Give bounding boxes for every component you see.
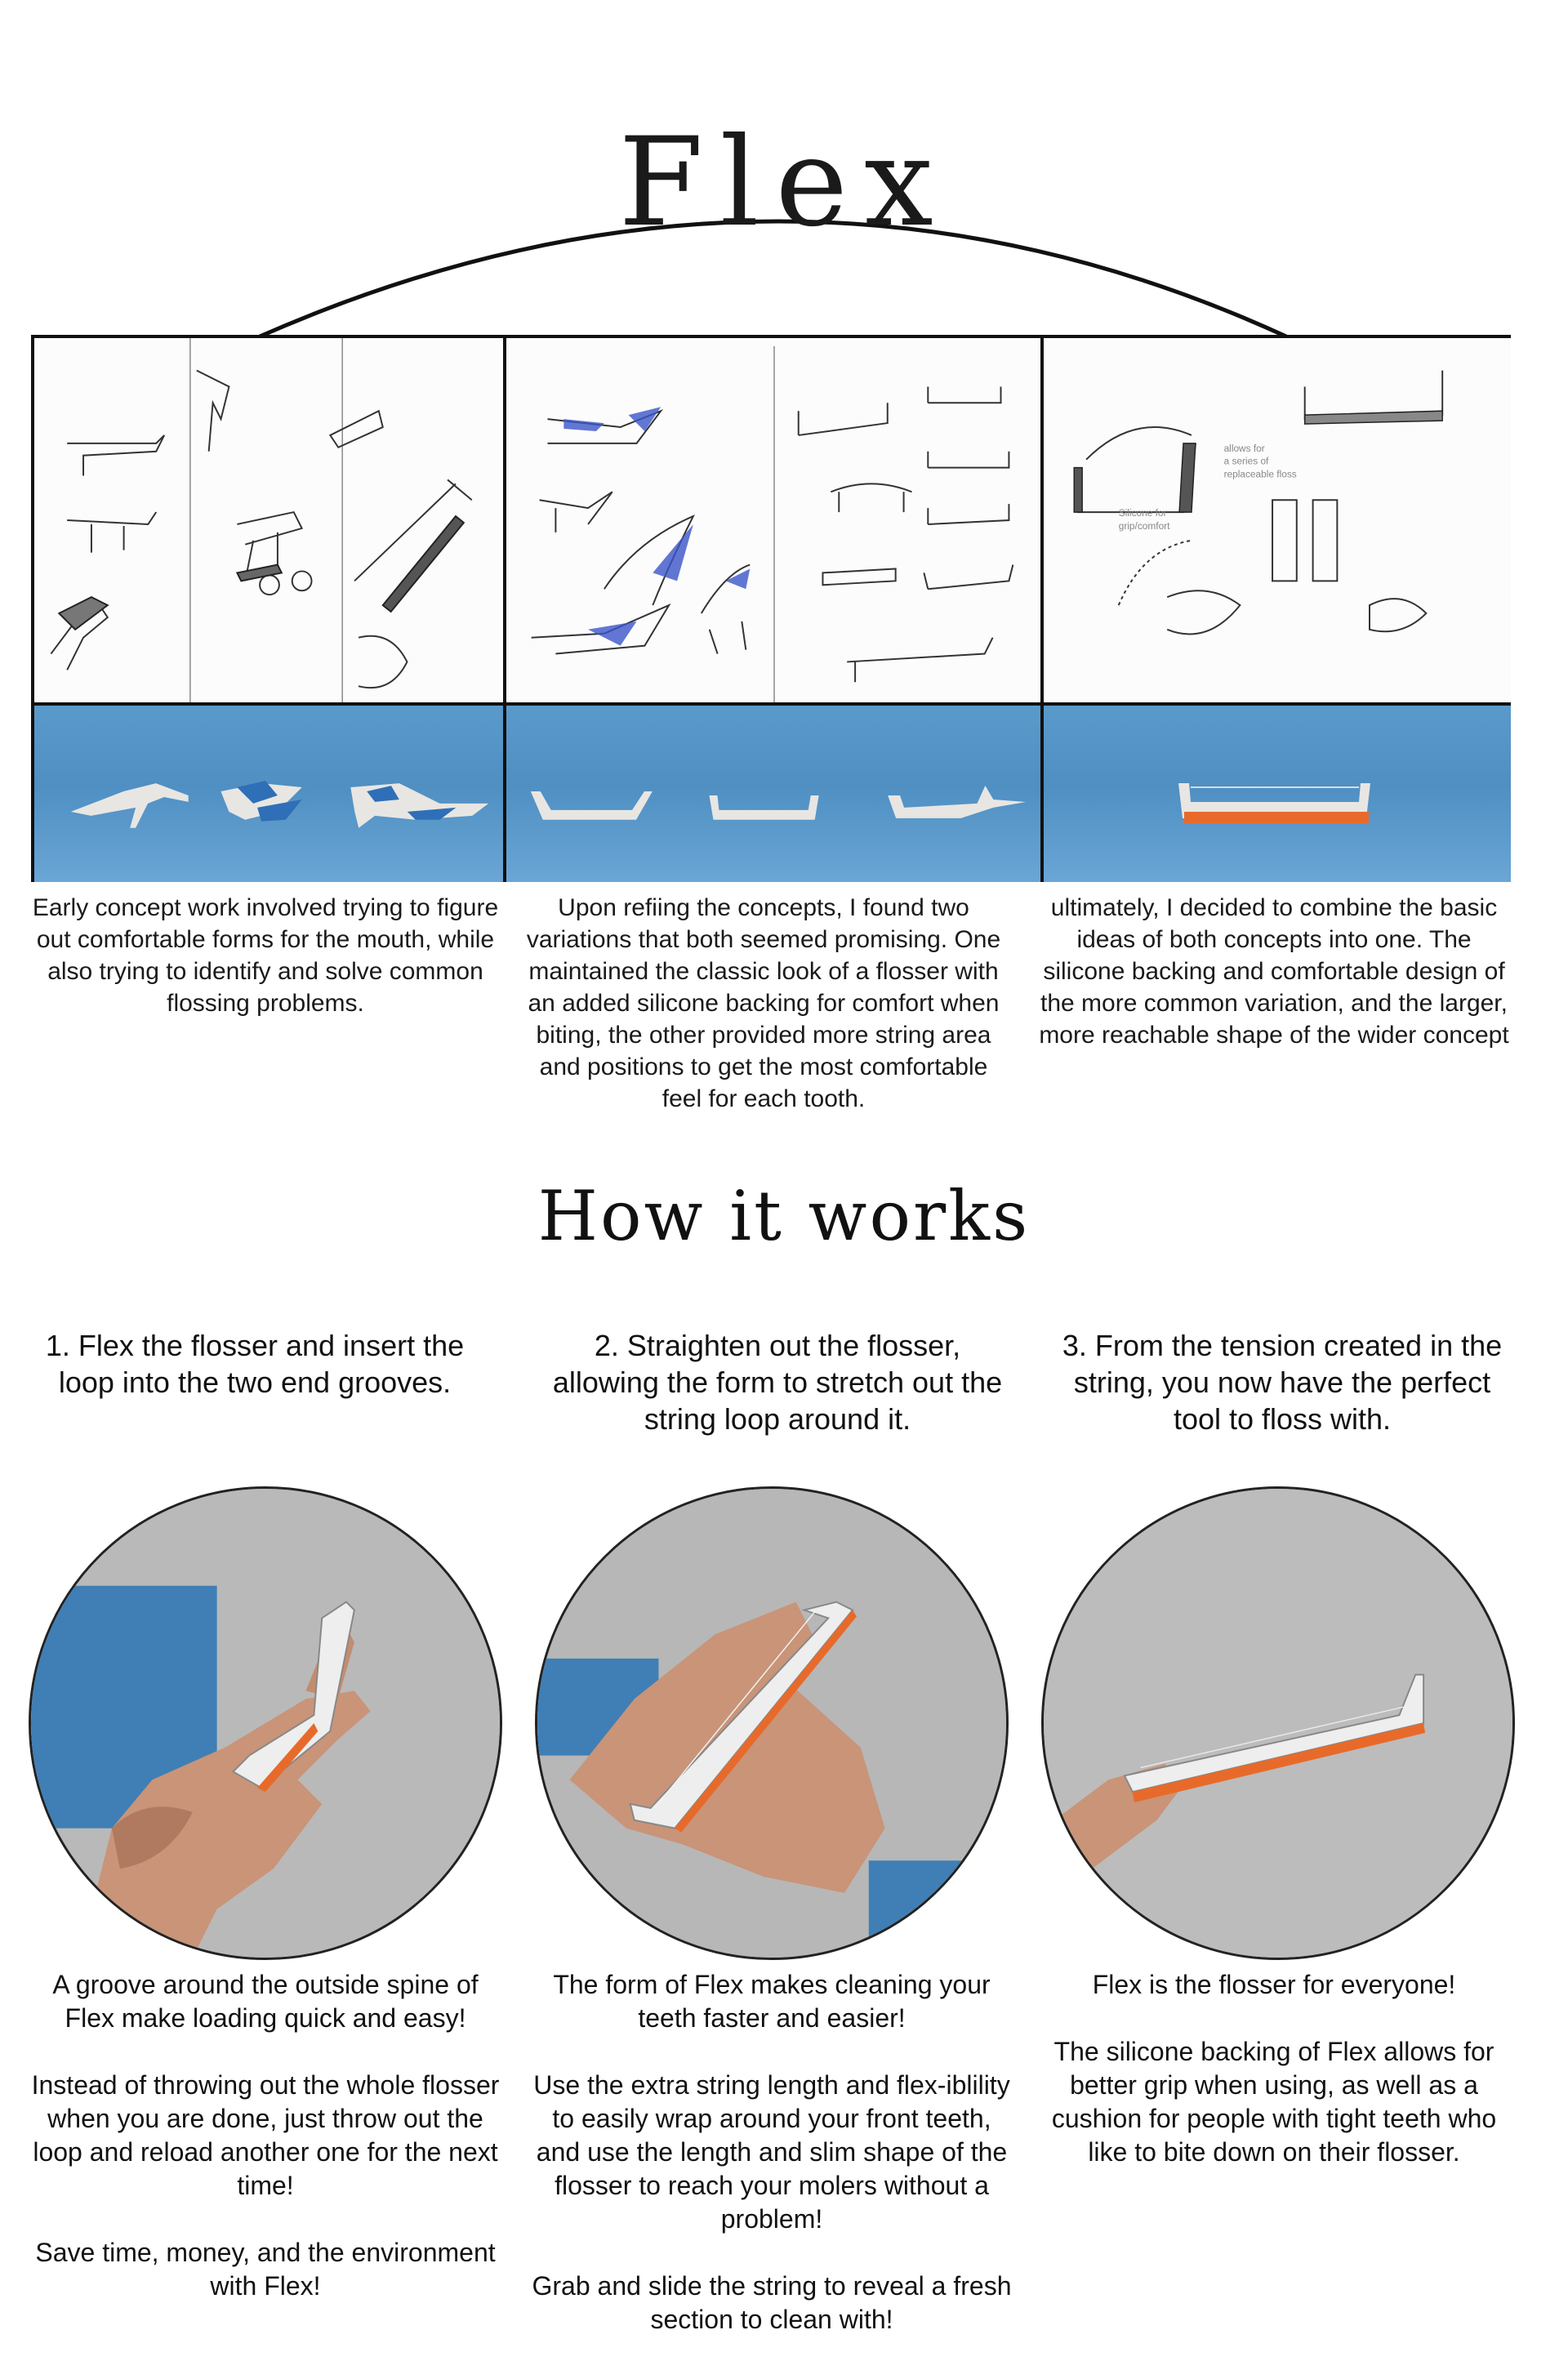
step-2-photo xyxy=(535,1486,1009,1960)
concept-1-caption: Early concept work involved trying to figure out comfortable forms for the mouth, while also trying to identify and solve common flossing problems. xyxy=(32,894,499,1017)
step-1-description xyxy=(24,1968,506,2337)
step-1-paragraph: Instead of throwing out the whole flosser when you are done, just throw out the loop and reload another one for the next time! xyxy=(31,2070,500,2200)
concept-2-sketch xyxy=(506,338,1044,706)
concept-2-photo xyxy=(506,706,1044,882)
step-3-description xyxy=(1033,1968,1515,2203)
concept-1-sketch xyxy=(34,338,506,706)
step-1-paragraph: A groove around the outside spine of Flex make loading quick and easy! xyxy=(52,1970,479,2033)
step-3-photo xyxy=(1041,1486,1515,1960)
concept-1-photo xyxy=(34,706,506,882)
concept-2-caption: Upon refiing the concepts, I found two variations that both seemed promising. One maintained the classic look of a flosser with an added silicone backing for comfort when biting, the other provided more string area and positions to get the most comfortable feel for each tooth. xyxy=(526,894,1001,1112)
svg-text:allows for: allows for xyxy=(1223,442,1265,454)
step-3-paragraph: Flex is the flosser for everyone! xyxy=(1092,1970,1456,1999)
step-1-heading: 1. Flex the flosser and insert the loop into the two end grooves. xyxy=(45,1329,465,1399)
step-3-paragraph: The silicone backing of Flex allows for better grip when using, as well as a cushion for people with tight teeth who like to bite down on their flosser. xyxy=(1051,2037,1497,2167)
step-1-photo xyxy=(29,1486,502,1960)
concept-3-caption: ultimately, I decided to combine the basic ideas of both concepts into one. The silicone backing and comfortable design of the more common variation, and the larger, more reachable shape of the wider concept xyxy=(1039,894,1509,1049)
svg-text:replaceable floss: replaceable floss xyxy=(1223,468,1297,480)
step-2-description xyxy=(531,1968,1013,2370)
how-it-works-title: How it works xyxy=(537,1176,1031,1256)
step-2-paragraph: The form of Flex makes cleaning your teeth faster and easier! xyxy=(553,1970,991,2033)
concept-grid xyxy=(31,335,1511,882)
svg-text:Silicone for: Silicone for xyxy=(1118,507,1167,519)
svg-text:a series of: a series of xyxy=(1223,455,1269,467)
step-1-paragraph: Save time, money, and the environment with Flex! xyxy=(35,2238,496,2301)
page-title: Flex xyxy=(618,112,950,254)
svg-text:grip/comfort: grip/comfort xyxy=(1118,519,1170,532)
concept-3-sketch xyxy=(1044,338,1511,706)
concept-3-photo xyxy=(1044,706,1511,882)
title-graphic xyxy=(0,49,1568,343)
step-2-heading: 2. Straighten out the flosser, allowing the form to stretch out the string loop around it. xyxy=(552,1329,1003,1436)
step-2-paragraph: Grab and slide the string to reveal a fresh section to clean with! xyxy=(532,2271,1012,2334)
step-3-heading: 3. From the tension created in the string, you now have the perfect tool to floss with. xyxy=(1062,1329,1503,1436)
title-block xyxy=(0,49,1568,343)
step-2-paragraph: Use the extra string length and flex-iblility to easily wrap around your front teeth, and use the length and slim shape of the flosser to reach your molers without a problem! xyxy=(533,2070,1010,2234)
